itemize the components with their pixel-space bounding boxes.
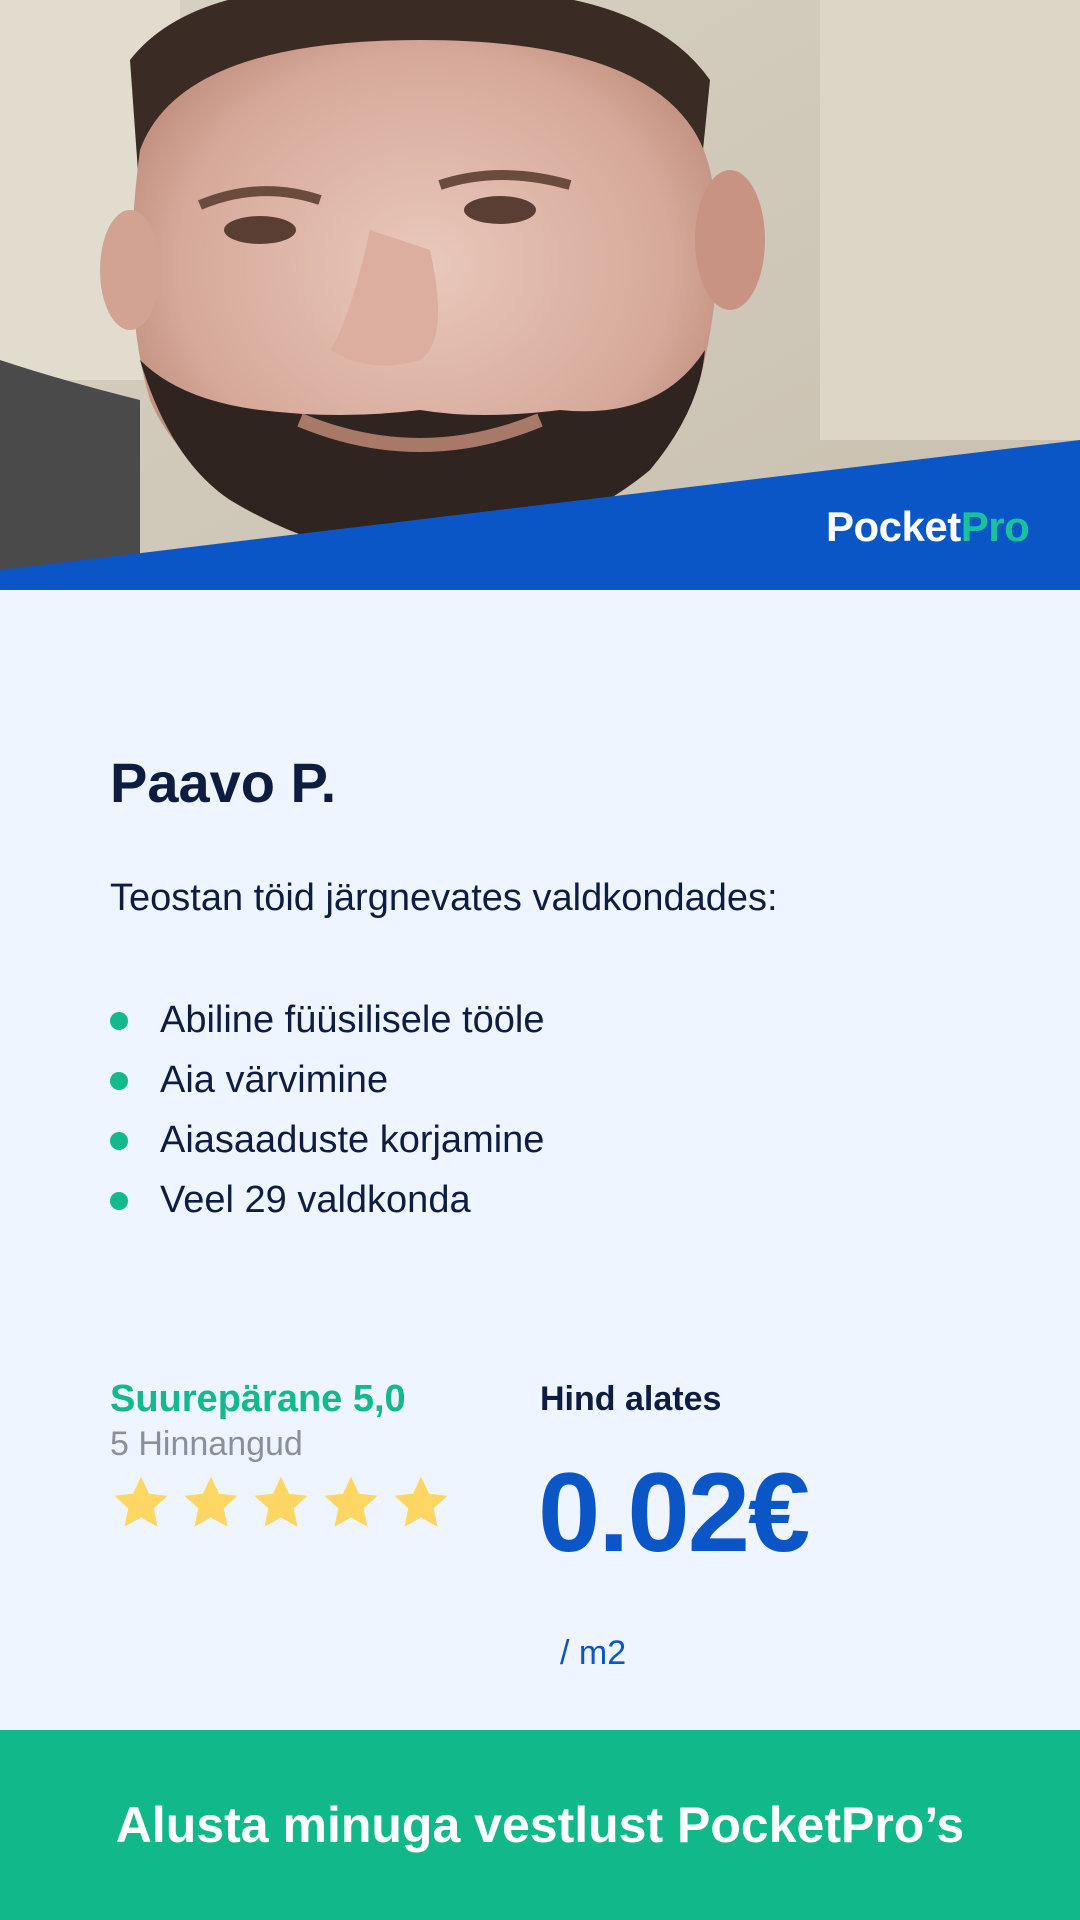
start-chat-label: Alusta minuga vestlust PocketPro’s [115,1797,965,1853]
bullet-icon [110,1072,128,1090]
price-unit: / m2 [560,1634,627,1672]
bullet-icon [110,1132,128,1150]
rating-count: 5 Hinnangud [110,1425,303,1463]
skills-list [110,990,544,1230]
skill-item [110,990,544,1050]
profile-intro: Teostan töid järgnevates valdkondades: [110,877,778,919]
star-icon [320,1472,382,1534]
skill-item [110,1170,544,1230]
profile-photo [0,0,1080,590]
star-icon [110,1472,172,1534]
logo-word-pro: Pro [960,503,1030,550]
start-chat-button[interactable] [0,1730,1080,1920]
star-icon [390,1472,452,1534]
logo-word-pocket: Pocket [826,503,961,550]
skill-label: Aiasaaduste korjamine [160,1119,545,1161]
skill-label: Aia värvimine [160,1059,389,1101]
skill-item [110,1050,544,1110]
star-icon [250,1472,312,1534]
skill-label: Veel 29 valdkonda [160,1179,471,1221]
price-label: Hind alates [540,1380,722,1418]
price-value: 0.02€ [538,1450,809,1575]
rating-title: Suurepärane 5,0 [110,1378,406,1420]
star-rating [110,1472,452,1536]
skill-label: Abiline füüsilisele tööle [160,999,545,1041]
bullet-icon [110,1192,128,1210]
skill-item [110,1110,544,1170]
profile-name: Paavo P. [110,751,337,814]
pocketpro-logo [826,502,1029,552]
bullet-icon [110,1012,128,1030]
star-icon [180,1472,242,1534]
